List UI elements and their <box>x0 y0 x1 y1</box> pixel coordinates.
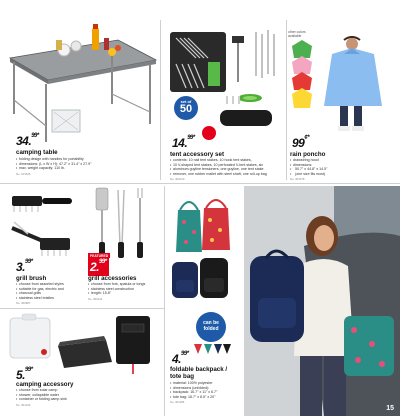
camping-accessory-price: 5.$^{99*}$ <box>16 367 33 382</box>
camping-table-price: 34.$^{99*}$ <box>16 133 39 148</box>
backpack-sku: No. 301185 <box>170 400 185 404</box>
bullet: • length: 15.8" <box>88 291 162 296</box>
grill-accessories-price: 2.$^{99*}$ <box>90 259 107 274</box>
backpack-title: foldable backpack / <box>170 366 228 373</box>
backpack-title-line-2: tote bag <box>170 373 195 380</box>
divider <box>0 183 400 184</box>
rain-poncho-sku: No. 301578 <box>290 177 305 181</box>
bullet: • choose from solar camp <box>16 388 88 393</box>
red-tag-icon <box>202 126 216 140</box>
camping-accessory-bullets <box>16 388 88 402</box>
bullet: • dimensions (unfolded): <box>170 386 244 391</box>
bullet-continuation: • tote bag: 16.7" x 8.5" x 20" <box>170 395 244 400</box>
badge-label: set of <box>180 99 192 104</box>
bullet: • drawstring hood <box>290 158 350 163</box>
tent-accessory-bullets <box>170 158 288 176</box>
bullet: • dimensions: (L x W x H): 47.2" x 31.4" x 27.9" <box>16 162 146 167</box>
set-of-50-badge <box>174 96 198 120</box>
divider <box>286 20 287 180</box>
camping-table-bullets <box>16 157 146 171</box>
bullet-continuation: • container or folding camp sink <box>16 397 88 402</box>
bullet: • folding design with handles for portability <box>16 157 146 162</box>
bullet: • contents: 10 nail tent stakes, 10 hook tent stakes, <box>170 158 288 163</box>
badge-line-2: folded <box>203 326 219 332</box>
backpack-bullets <box>170 381 244 399</box>
bullet: • suitable for gas, electric and <box>16 287 82 292</box>
badge-number: 50 <box>179 103 193 115</box>
divider <box>160 20 161 180</box>
tent-accessory-title: tent accessory set <box>170 151 224 158</box>
divider <box>164 186 165 416</box>
grill-brush-image <box>6 188 76 260</box>
rain-poncho-title: rain poncho <box>290 151 326 158</box>
bullet: • remover, one rubber mallet with steel shaft, one roll-up bag <box>170 172 288 177</box>
bullet-continuation: • charcoal grills <box>16 291 82 296</box>
camping-accessory-title: camping accessory <box>16 381 74 388</box>
grill-accessories-title: grill accessories <box>88 275 137 282</box>
bullet-continuation: • 50.7" x 44.8" x 14.5" <box>290 167 350 172</box>
tent-accessory-price: 14.$^{99*}$ <box>172 135 195 150</box>
camping-accessory-sku: No. 301140 <box>16 403 31 407</box>
bullet: • stainless steel bristles <box>16 296 82 301</box>
bullet: • 10 V-shaped tent stakes, 10 perforated V-tent stakes, six <box>170 163 288 168</box>
tent-accessory-sku: No. 300120 <box>170 177 185 181</box>
rain-poncho-image <box>288 36 400 138</box>
grill-brush-title: grill brush <box>16 275 47 282</box>
rain-poncho-bullets <box>290 158 350 176</box>
bullet: • choose from fork, spatula or tongs <box>88 282 162 287</box>
other-colors-text: other colors available <box>288 30 306 38</box>
page-number: 15 <box>386 405 394 412</box>
grill-accessories-bullets <box>88 282 162 296</box>
bullet: • material: 100% polyester <box>170 381 244 386</box>
divider <box>0 308 164 309</box>
bullet-continuation: • (one size fits most) <box>290 172 350 177</box>
bullet: • dimensions: <box>290 163 350 168</box>
rain-poncho-price: 99¢* <box>292 135 310 150</box>
can-be-folded-badge <box>196 312 226 342</box>
folded-bags-image <box>192 342 232 356</box>
bullet-continuation: • backpack: 16.7" x 11" x 6.7" <box>170 390 244 395</box>
badge-line-1: can be <box>203 320 219 326</box>
grill-accessories-sku: No. 300141 <box>88 297 103 301</box>
featured-text: FEATURED <box>90 253 109 258</box>
bullet: • choose from assorted styles <box>16 282 82 287</box>
camping-table-title: camping table <box>16 149 58 156</box>
bullet: • stainless steel construction <box>88 287 162 292</box>
bullet: • max. weight capacity: 110 lb. <box>16 166 146 171</box>
grill-brush-price: 3.$^{99*}$ <box>16 259 33 274</box>
backpack-price: 4.$^{99*}$ <box>172 351 189 366</box>
grill-brush-sku: No. 300987 <box>16 301 31 305</box>
lifestyle-photo <box>244 186 400 416</box>
backpack-products-image <box>166 190 246 330</box>
grill-brush-bullets <box>16 282 82 300</box>
bullet-continuation: • shower, collapsible water <box>16 393 88 398</box>
camping-table-sku: No. 101525 <box>16 172 31 176</box>
bullet: • aluminum guyline tensioners, one guyline, one tent stake <box>170 167 288 172</box>
